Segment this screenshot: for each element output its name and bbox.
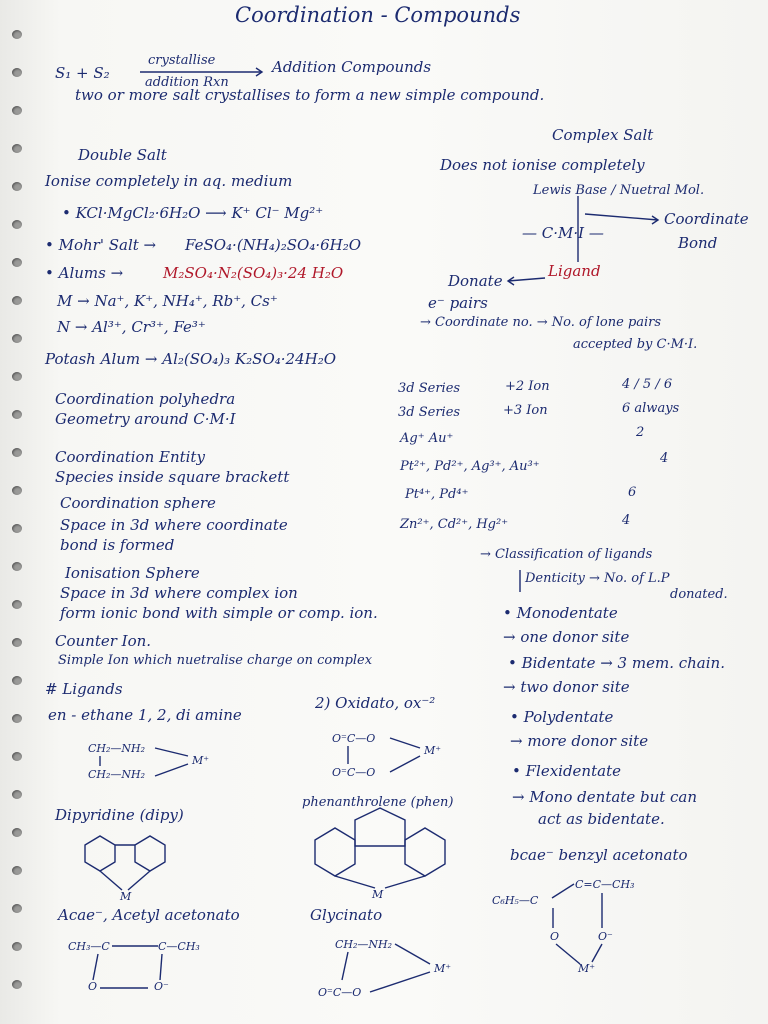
svg-text:M: M bbox=[120, 890, 132, 903]
series-1-right: 4 / 5 / 6 bbox=[622, 377, 673, 392]
series-2-left: 3d Series bbox=[398, 405, 461, 420]
term-7: bond is formed bbox=[60, 536, 175, 554]
series-1-left: 3d Series bbox=[398, 381, 461, 396]
ligands-heading: # Ligands bbox=[45, 680, 123, 698]
term-1: Coordination polyhedra bbox=[55, 390, 236, 408]
svg-text:M: M bbox=[372, 888, 384, 901]
svg-text:O⁻: O⁻ bbox=[598, 930, 613, 943]
coordinate-no-2: accepted by C·M·I. bbox=[573, 337, 698, 352]
series-6-left: Zn²⁺, Cd²⁺, Hg²⁺ bbox=[400, 517, 509, 532]
term-2: Geometry around C·M·I bbox=[55, 410, 236, 428]
flexidentate-desc: → Mono dentate but can bbox=[512, 788, 698, 806]
series-2-mid: +3 Ion bbox=[503, 403, 548, 418]
coordinate-no: → Coordinate no. → No. of lone pairs bbox=[420, 315, 662, 330]
svg-text:M⁺: M⁺ bbox=[578, 962, 596, 975]
en-ligand: en - ethane 1, 2, di amine bbox=[48, 706, 242, 724]
glycinato-structure bbox=[318, 938, 451, 999]
binding-holes bbox=[0, 0, 30, 1024]
alums-label: • Alums → bbox=[45, 264, 124, 282]
arrow-bottom-label: addition Rxn bbox=[145, 75, 229, 90]
term-12: Simple Ion which nuetralise charge on complex bbox=[58, 653, 373, 668]
series-3-right: 2 bbox=[636, 425, 645, 440]
bidentate: • Bidentate → 3 mem. chain. bbox=[508, 654, 725, 672]
complex-salt-line1: Does not ionise completely bbox=[440, 156, 645, 174]
svg-text:C=C—CH₃: C=C—CH₃ bbox=[575, 878, 635, 891]
svg-text:C—CH₃: C—CH₃ bbox=[158, 940, 200, 953]
svg-text:O⁼C—O: O⁼C—O bbox=[332, 732, 376, 745]
glycinato-ligand: Glycinato bbox=[310, 906, 383, 924]
dipy-ligand: Dipyridine (dipy) bbox=[55, 806, 184, 824]
series-4-right: 4 bbox=[660, 451, 669, 466]
oxidato-ligand: 2) Oxidato, ox⁻² bbox=[315, 694, 436, 712]
page-title: Coordination - Compounds bbox=[235, 3, 521, 27]
svg-text:O: O bbox=[88, 980, 98, 993]
donated: donated. bbox=[670, 587, 728, 602]
acac-ligand: Acae⁻, Acetyl acetonato bbox=[58, 906, 240, 924]
svg-text:M⁺: M⁺ bbox=[192, 754, 210, 767]
term-3: Coordination Entity bbox=[55, 448, 205, 466]
series-1-mid: +2 Ion bbox=[505, 379, 550, 394]
lewis-base: Lewis Base / Nuetral Mol. bbox=[533, 183, 705, 198]
potash-alum: Potash Alum → Al₂(SO₄)₃ K₂SO₄·24H₂O bbox=[45, 350, 336, 368]
series-4-left: Pt²⁺, Pd²⁺, Ag³⁺, Au³⁺ bbox=[400, 459, 540, 474]
m-ions: M → Na⁺, K⁺, NH₄⁺, Rb⁺, Cs⁺ bbox=[57, 292, 278, 310]
svg-text:M⁺: M⁺ bbox=[434, 962, 452, 975]
bcae-ligand: bcae⁻ benzyl acetonato bbox=[510, 846, 688, 864]
classification-heading: → Classification of ligands bbox=[480, 547, 653, 562]
svg-text:CH₃—C: CH₃—C bbox=[68, 940, 110, 953]
complex-salt-heading: Complex Salt bbox=[552, 126, 654, 144]
bond-label: Bond bbox=[678, 234, 718, 252]
term-5: Coordination sphere bbox=[60, 494, 216, 512]
series-5-left: Pt⁴⁺, Pd⁴⁺ bbox=[405, 487, 469, 502]
flexidentate: • Flexidentate bbox=[512, 762, 621, 780]
svg-text:O: O bbox=[550, 930, 560, 943]
term-9: Space in 3d where complex ion bbox=[60, 584, 298, 602]
more-donor-site: → more donor site bbox=[510, 732, 649, 750]
double-salt-ex1: • KCl·MgCl₂·6H₂O ⟶ K⁺ Cl⁻ Mg²⁺ bbox=[62, 204, 324, 222]
cmi-label: — C·M·I — bbox=[522, 224, 604, 242]
svg-text:CH₂—NH₂: CH₂—NH₂ bbox=[88, 742, 146, 755]
monodentate: • Monodentate bbox=[503, 604, 618, 622]
svg-text:O⁻: O⁻ bbox=[154, 980, 169, 993]
term-10: form ionic bond with simple or comp. ion. bbox=[60, 604, 378, 622]
series-2-right: 6 always bbox=[622, 401, 680, 416]
term-4: Species inside square brackett bbox=[55, 468, 290, 486]
e-pairs-label: e⁻ pairs bbox=[428, 294, 488, 312]
phen-ligand: phenanthrolene (phen) bbox=[302, 795, 454, 810]
addition-compounds: Addition Compounds bbox=[272, 58, 432, 76]
mohr-salt-formula: FeSO₄·(NH₄)₂SO₄·6H₂O bbox=[185, 236, 362, 254]
acac-structure bbox=[68, 940, 200, 993]
bcae-structure bbox=[492, 878, 634, 975]
series-6-right: 4 bbox=[622, 513, 631, 528]
one-donor-site: → one donor site bbox=[503, 628, 630, 646]
flexidentate-desc-2: act as bidentate. bbox=[538, 810, 665, 828]
svg-text:CH₂—NH₂: CH₂—NH₂ bbox=[335, 938, 393, 951]
mohr-salt-label: • Mohr' Salt → bbox=[45, 236, 157, 254]
double-salt-line1: Ionise completely in aq. medium bbox=[45, 172, 293, 190]
ligand-label: Ligand bbox=[548, 262, 601, 280]
phen-structure bbox=[315, 808, 445, 901]
dipy-structure bbox=[85, 836, 165, 903]
series-3-left: Ag⁺ Au⁺ bbox=[400, 431, 454, 446]
svg-text:C₆H₅—C: C₆H₅—C bbox=[492, 894, 539, 907]
svg-text:M⁺: M⁺ bbox=[424, 744, 442, 757]
svg-text:O⁼C—O: O⁼C—O bbox=[332, 766, 376, 779]
donate-label: Donate bbox=[448, 272, 503, 290]
denticity: Denticity → No. of L.P bbox=[525, 571, 670, 586]
polydentate: • Polydentate bbox=[510, 708, 614, 726]
term-11: Counter Ion. bbox=[55, 632, 152, 650]
intro-definition: two or more salt crystallises to form a new simple compound. bbox=[75, 86, 545, 104]
coordinate-label: Coordinate bbox=[664, 210, 749, 228]
svg-text:O⁼C—O: O⁼C—O bbox=[318, 986, 362, 999]
term-8: Ionisation Sphere bbox=[65, 564, 200, 582]
two-donor-site: → two donor site bbox=[503, 678, 630, 696]
svg-text:CH₂—NH₂: CH₂—NH₂ bbox=[88, 768, 146, 781]
term-6: Space in 3d where coordinate bbox=[60, 516, 288, 534]
en-structure bbox=[88, 742, 209, 781]
alums-formula: M₂SO₄·N₂(SO₄)₃·24 H₂O bbox=[163, 264, 344, 282]
series-5-right: 6 bbox=[628, 485, 637, 500]
s1-s2: S₁ + S₂ bbox=[55, 64, 110, 82]
arrow-top-label: crystallise bbox=[148, 53, 216, 68]
oxalato-structure bbox=[332, 732, 441, 779]
n-ions: N → Al³⁺, Cr³⁺, Fe³⁺ bbox=[57, 318, 206, 336]
double-salt-heading: Double Salt bbox=[78, 146, 167, 164]
